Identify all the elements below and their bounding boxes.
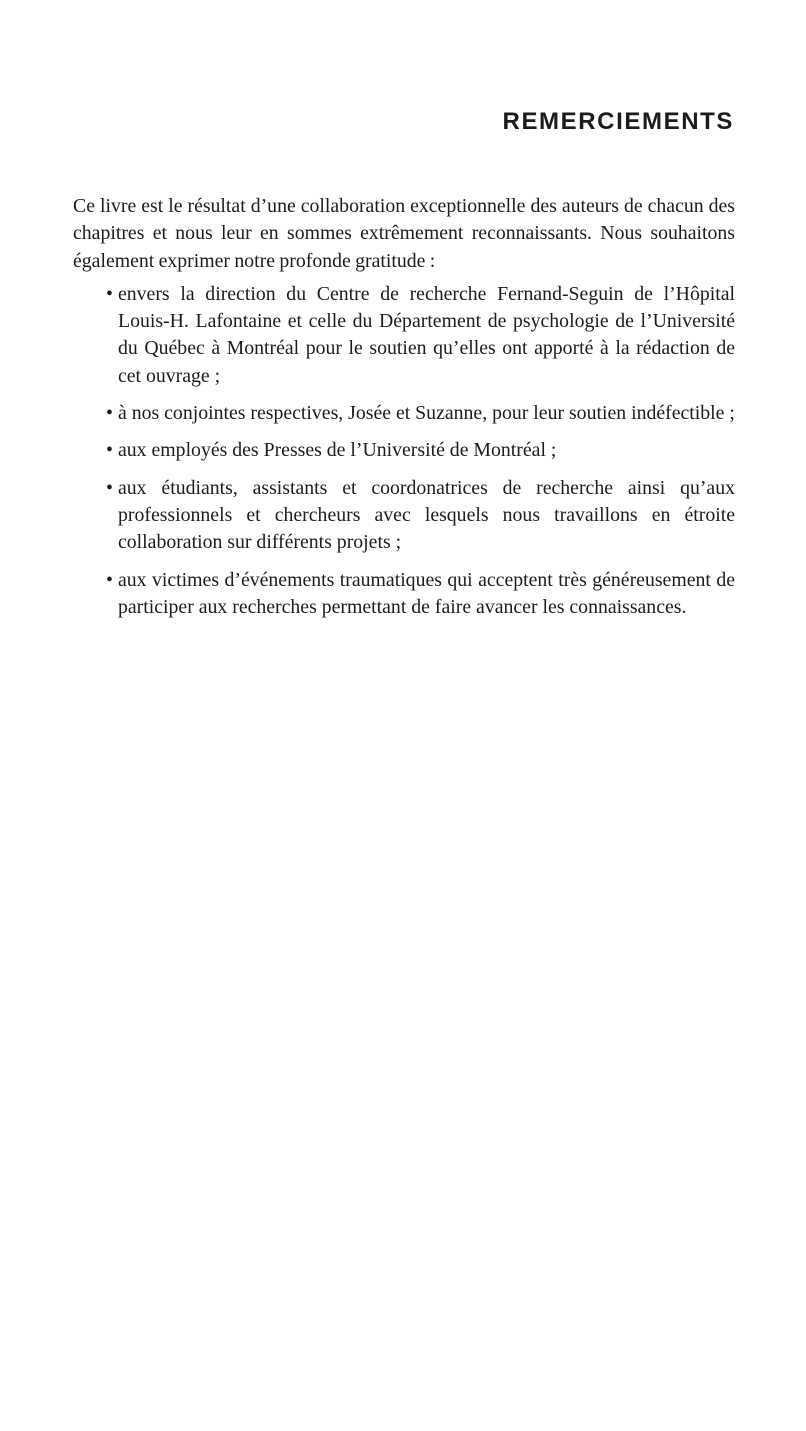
bullet-icon: • (106, 476, 113, 499)
list-item (106, 567, 735, 622)
bullet-icon: • (106, 568, 113, 591)
list-item (106, 400, 735, 427)
list-item-text: à nos conjointes respectives, Josée et Suzanne, pour leur soutien indéfectible ; (118, 402, 735, 425)
list-item-text: envers la direction du Centre de recherche Fernand-Seguin de l’Hôpital Louis-H. Lafontaine et celle du Département de psychologie de l’Université du Québec à Montréal pour le soutien qu’elles ont apporté à la rédaction de cet ouvrage ; (118, 282, 735, 387)
bullet-icon: • (106, 282, 113, 305)
list-item-text: aux victimes d’événements traumatiques qui acceptent très généreusement de participer aux recherches permettant de faire avancer les connaissances. (118, 568, 735, 618)
list-item (106, 475, 735, 557)
acknowledgements-body (73, 193, 735, 631)
page-title: REMERCIEMENTS (502, 108, 734, 135)
bullet-icon: • (106, 439, 113, 462)
bullet-icon: • (106, 402, 113, 425)
list-item (106, 437, 735, 464)
acknowledgements-list (73, 281, 735, 621)
list-item-text: aux étudiants, assistants et coordonatrices de recherche ainsi qu’aux professionnels et chercheurs avec lesquels nous travaillons en étroite collaboration sur différents projets ; (118, 476, 735, 554)
list-item-text: aux employés des Presses de l’Université de Montréal ; (118, 439, 557, 462)
list-item (106, 281, 735, 390)
intro-paragraph: Ce livre est le résultat d’une collaboration exceptionnelle des auteurs de chacun des chapitres et nous leur en sommes extrêmement reconnaissants. Nous souhaitons également exprimer notre profonde gratitude : (73, 195, 735, 272)
